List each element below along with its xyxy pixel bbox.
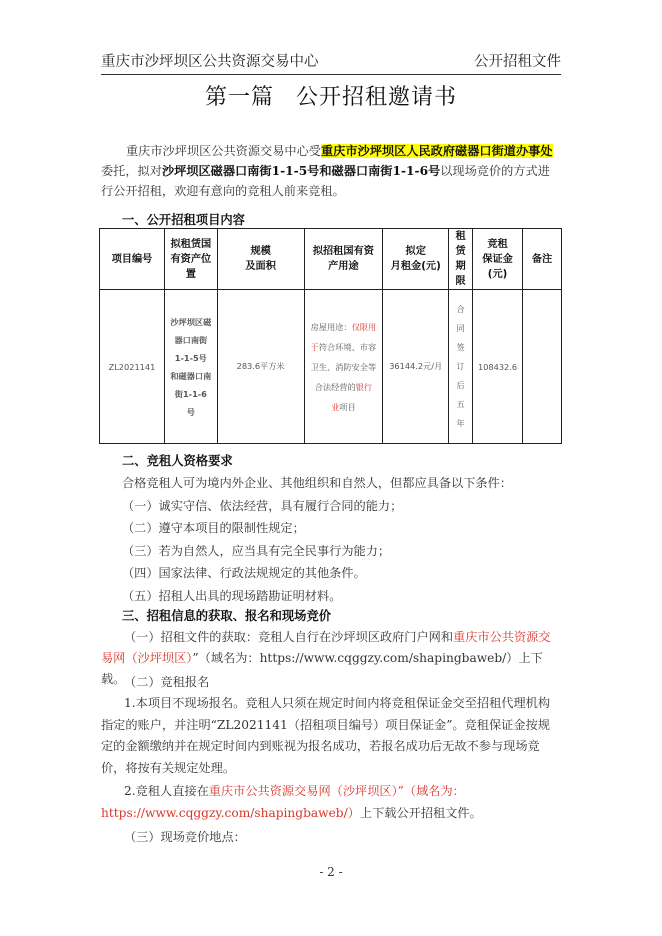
cell-code: ZL2021141 (100, 290, 165, 444)
header-org: 重庆市沙坪坝区公共资源交易中心 (101, 54, 319, 70)
s3-paragraph-3: 1.本项目不现场报名。竞租人只须在规定时间内将竞租保证金交至招租代理机构指定的账户，并注明“ZL2021141（招租项目编号）项目保证金”。竞租保证金按规定的金额缴纳并在规定时间内到账视为报名成功，若报名成功后无故不参与现场竞价，将按有关规定处理。 (101, 696, 551, 775)
th-term: 租 赁 期 限 (449, 229, 473, 290)
s3-paragraph-2: （二）竞租报名 (124, 675, 210, 689)
intro-client: 重庆市沙坪坝区人民政府磁器口街道办事处 (321, 144, 553, 158)
cell-term: 合 同 签 订 后 五 年 (449, 290, 473, 444)
qualification-intro: 合格竞租人可为境内外企业、其他组织和自然人，但都应具备以下条件： (122, 476, 512, 490)
list-item: （四）国家法律、行政法规规定的其他条件。 (122, 566, 366, 580)
th-use: 拟招租国有资 产用途 (304, 229, 383, 290)
intro-mid: 委托，拟对 (101, 164, 162, 178)
th-note: 备注 (523, 229, 562, 290)
cell-area: 283.6平方米 (217, 290, 304, 444)
intro-pre: 重庆市沙坪坝区公共资源交易中心受 (126, 144, 321, 158)
header-doc-type: 公开招租文件 (474, 54, 561, 70)
cell-use: 房屋用途：仅限用 于符合环境、市容 卫生、消防安全等 合法经营的银行 业项目 (304, 290, 383, 444)
cell-deposit: 108432.6 (473, 290, 523, 444)
section-2-heading: 二、竞租人资格要求 (122, 453, 233, 468)
table-header-row (100, 229, 562, 290)
table-row (100, 290, 562, 444)
th-deposit: 竞租 保证金 (元) (473, 229, 523, 290)
s3-paragraph-4: 2.竞租人直接在重庆市公共资源交易网（沙坪坝区）”（域名为：https://www.cqggzy.com/shapingbaweb/）上下载公开招租文件。 (101, 784, 482, 820)
intro-item: 沙坪坝区磁器口南街1-1-5号和磁器口南街1-1-6号 (161, 164, 441, 178)
th-rent: 拟定 月租金(元) (383, 229, 449, 290)
th-code: 项目编号 (100, 229, 165, 290)
section-2-body (122, 472, 562, 607)
link-cqggzy[interactable]: 重庆市公共资源交易网（沙坪坝区） (101, 630, 551, 665)
list-item: （五）招租人出具的现场踏勘证明材料。 (122, 588, 342, 603)
list-item: （三）若为自然人，应当具有完全民事行为能力； (122, 543, 391, 558)
intro-paragraph (101, 141, 561, 201)
s3-paragraph-1: （一）招租文件的获取：竞租人自行在沙坪坝区政府门户网和重庆市公共资源交易网（沙坪坝区）”（域名为：https://www.cqggzy.com/shapingbaweb/）上下载。 (101, 630, 551, 686)
intro-post: 以现场竞价的方式进行公开招租，欢迎有意向的竞租人前来竞租。 (101, 164, 550, 198)
page-header (101, 50, 561, 75)
s3-paragraph-5: （三）现场竞价地点： (124, 830, 246, 844)
list-item: （二）遵守本项目的限制性规定； (122, 521, 305, 535)
th-location: 拟租赁国 有资产位 置 (164, 229, 217, 290)
title-name: 公开招租邀请书 (296, 85, 458, 110)
link-cqggzy-2[interactable]: 重庆市公共资源交易网（沙坪坝区）”（域名为：https://www.cqggzy.com/shapingbaweb/） (101, 784, 465, 820)
title-part: 第一篇 (204, 85, 274, 110)
section-3-heading: 三、招租信息的获取、报名和现场竞价 (122, 608, 332, 623)
section-1-heading: 一、公开招租项目内容 (122, 212, 245, 227)
page-title (0, 80, 662, 111)
th-area: 规模 及面积 (217, 229, 304, 290)
project-table (99, 228, 562, 444)
cell-location: 沙坪坝区磁 器口南街 1-1-5号 和磁器口南 街1-1-6 号 (164, 290, 217, 444)
list-item: （一）诚实守信、依法经营，具有履行合同的能力； (122, 498, 403, 513)
cell-note (523, 290, 562, 444)
page-number: - 2 - (319, 865, 343, 879)
cell-rent: 36144.2元/月 (383, 290, 449, 444)
